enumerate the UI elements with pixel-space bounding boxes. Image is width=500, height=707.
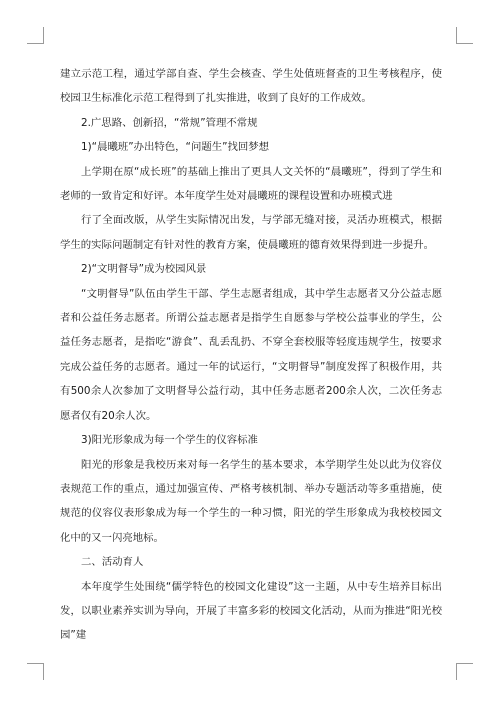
document-body — [60, 62, 442, 648]
section-heading-activity: 二、活动育人 — [81, 556, 144, 569]
crop-mark-top-right — [456, 27, 473, 44]
paragraph-chenxi: 上学期在原“成长班”的基础上推出了更具人文关怀的“晨曦班”，得到了学生和老师的一致肯定和好评。本年度学生处对晨曦班的课程设置和办班模式进 — [60, 165, 442, 203]
subheading-1: 1)“晨曦班”办出特色，“问题生”找回梦想 — [81, 141, 270, 154]
paragraph-activity: 本年度学生处围绕“儒学特色的校园文化建设”这一主题，从中专生培养目标出发，以职业素养实训为导向，开展了丰富多彩的校园文化活动，从而为推进“阳光校园”建 — [60, 580, 442, 642]
crop-mark-bottom-right — [456, 663, 473, 680]
section-heading-2: 2.广思路、创新招，“常规”管理不常规 — [81, 116, 258, 129]
subheading-2: 2)“文明督导”成为校园风景 — [81, 263, 207, 276]
paragraph-wenming-dudao: “文明督导”队伍由学生干部、学生志愿者组成，其中学生志愿者又分公益志愿者和公益任务志愿者。所谓公益志愿者是指学生自愿参与学校公益事业的学生，公益任务志愿者，是指吃“游食”、乱丢乱扔、不穿全套校服等轻度违规学生，按要求完成公益任务的志愿者。通过一年的试运行，“文明督导”制度发挥了积极作用，共有500余人次参加了文明督导公益行动，其中任务志愿者200余人次，二次任务志愿者仅有20余人次。 — [60, 287, 442, 422]
paragraph-yangguang: 阳光的形象是我校历来对每一名学生的基本要求，本学期学生处以此为仪容仪表规范工作的重点，通过加强宣传、严格考核机制、举办专题活动等多重措施，使规范的仪容仪表形象成为每一个学生的一种习惯，阳光的学生形象成为我校校园文化中的又一闪亮地标。 — [60, 458, 442, 544]
crop-mark-bottom-left — [27, 663, 44, 680]
subheading-3: 3)阳光形象成为每一个学生的仪容标准 — [81, 434, 258, 447]
paragraph-continued: 建立示范工程，通过学部自查、学生会核查、学生处值班督查的卫生考核程序，使校园卫生标准化示范工程得到了扎实推进，收到了良好的工作成效。 — [60, 68, 442, 105]
paragraph-chenxi-cont: 行了全面改版，从学生实际情况出发，与学部无缝对接，灵活办班模式，根据学生的实际问题制定有针对性的教育方案，使晨曦班的德育效果得到进一步提升。 — [60, 214, 442, 251]
crop-mark-top-left — [27, 27, 44, 44]
